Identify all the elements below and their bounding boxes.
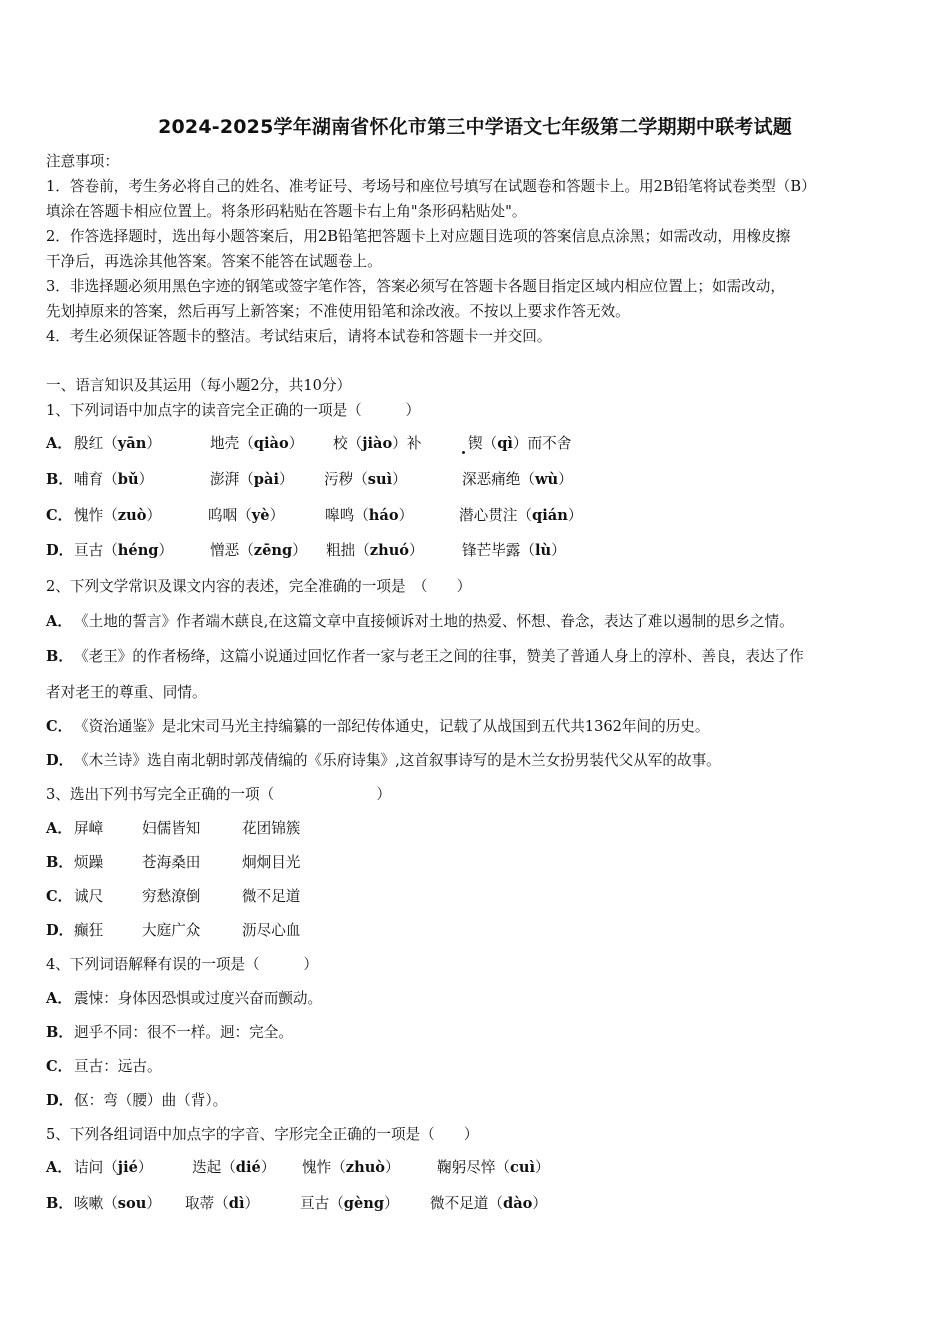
question-stem-4: 4、下列词语解释有误的一项是（ ） [46, 956, 318, 973]
option-text: 《老王》的作者杨绛，这篇小说通过回忆作者一家与老王之间的往事，赞美了普通人身上的淳朴、善良，表达了作 [74, 648, 804, 665]
option-3d [46, 921, 300, 941]
option-word: 深恶痛绝（wù） [462, 471, 573, 488]
notice-heading: 注意事项： [46, 153, 119, 170]
option-2c [46, 717, 710, 737]
option-word: 地壳（qiào） [210, 435, 304, 452]
option-word: 污秽（suì） [324, 471, 407, 488]
option-label: D． [46, 752, 74, 769]
option-label: C． [46, 1058, 73, 1075]
question-stem-2: 2、下列文学常识及课文内容的表述，完全准确的一项是 （ ） [46, 578, 472, 595]
option-word: 大庭广众 [142, 922, 201, 939]
option-word: 哺育（bǔ） [74, 471, 154, 488]
option-label: A． [46, 820, 72, 837]
option-word: 憎恶（zēng） [210, 542, 307, 559]
option-word: 愧怍（zhuò） [302, 1159, 400, 1176]
option-2a [46, 612, 794, 632]
option-text: 亘古：远古。 [74, 1058, 162, 1075]
option-word: 炯炯目光 [242, 854, 301, 871]
option-text: 伛：弯（腰）曲（背）。 [74, 1092, 228, 1109]
option-word: 花团锦簇 [242, 820, 301, 837]
option-3b [46, 853, 300, 873]
option-text: 《土地的誓言》作者端木蕻良,在这篇文章中直接倾诉对土地的热爱、怀想、眷念，表达了难以遏制的思乡之情。 [74, 613, 794, 630]
option-word: 诘问（jié） [74, 1159, 153, 1176]
option-3a [46, 819, 300, 839]
option-label: B． [46, 471, 73, 488]
option-word: 微不足道（dào） [430, 1195, 547, 1212]
option-1d [46, 541, 566, 561]
option-label: A． [46, 613, 72, 630]
option-word: 癫狂 [74, 922, 104, 939]
option-1b [46, 470, 573, 490]
option-word: 妇儒皆知 [142, 820, 201, 837]
option-word: 咳嗽（sou） [74, 1195, 161, 1212]
option-2b [46, 647, 804, 667]
option-2d [46, 751, 721, 771]
emphasis-dot [462, 451, 465, 454]
notice-line: 干净后，再选涂其他答案。答案不能答在试题卷上。 [46, 253, 382, 270]
option-word: 愧怍（zuò） [74, 507, 162, 524]
option-word: 微不足道 [242, 888, 301, 905]
option-4c [46, 1057, 162, 1077]
option-text: 《木兰诗》选自南北朝时郭茂倩编的《乐府诗集》,这首叙事诗写的是木兰女扮男装代父从军的故事。 [74, 752, 721, 769]
question-stem-3: 3、选出下列书写完全正确的一项（ ） [46, 786, 391, 803]
option-word: 呜咽（yè） [208, 507, 285, 524]
option-word: 穷愁潦倒 [142, 888, 201, 905]
notice-line: 填涂在答题卡相应位置上。将条形码粘贴在答题卡右上角"条形码粘贴处"。 [46, 203, 527, 220]
option-label: D． [46, 1092, 74, 1109]
page-title: 2024-2025学年湖南省怀化市第三中学语文七年级第二学期期中联考试题 [158, 116, 792, 138]
option-label: B． [46, 1195, 73, 1212]
option-word: 澎湃（pài） [210, 471, 294, 488]
option-label: C． [46, 507, 73, 524]
option-label: B． [46, 854, 73, 871]
option-word: 粗拙（zhuó） [326, 542, 424, 559]
option-word: 迭起（dié） [192, 1159, 276, 1176]
option-label: B． [46, 1024, 73, 1041]
notice-line: 2．作答选择题时，选出每小题答案后，用2B铅笔把答题卡上对应题目选项的答案信息点涂黑；如需改动，用橡皮擦 [46, 228, 791, 245]
option-label: C． [46, 718, 73, 735]
option-label: B． [46, 648, 73, 665]
option-label: A． [46, 1159, 72, 1176]
option-word: 苍海桑田 [142, 854, 201, 871]
option-1a [46, 434, 571, 454]
option-text: 震悚：身体因恐惧或过度兴奋而颤动。 [74, 990, 323, 1007]
option-text: 《资治通鉴》是北宋司马光主持编纂的一部纪传体通史，记载了从战国到五代共1362年间的历史。 [74, 718, 710, 735]
option-label: D． [46, 542, 74, 559]
notice-line: 3．非选择题必须用黑色字迹的钢笔或签字笔作答，答案必须写在答题卡各题目指定区域内相应位置上；如需改动， [46, 278, 785, 295]
option-label: A． [46, 435, 72, 452]
option-word: 烦躁 [74, 854, 104, 871]
option-5b [46, 1194, 547, 1214]
option-word: 校（jiào）补 [333, 435, 422, 452]
option-3c [46, 887, 300, 907]
notice-line: 1．答卷前，考生务必将自己的姓名、准考证号、考场号和座位号填写在试题卷和答题卡上。用2B铅笔将试卷类型（B） [46, 178, 816, 195]
notice-line: 先划掉原来的答案，然后再写上新答案；不准使用铅笔和涂改液。不按以上要求作答无效。 [46, 303, 630, 320]
question-stem-5: 5、下列各组词语中加点字的字音、字形完全正确的一项是（ ） [46, 1126, 479, 1143]
option-2b-continued: 者对老王的尊重、同情。 [46, 684, 207, 701]
option-text: 迥乎不同：很不一样。迥：完全。 [74, 1024, 293, 1041]
option-word: 鞠躬尽悴（cuì） [437, 1159, 550, 1176]
option-label: C． [46, 888, 73, 905]
option-word: 锲（qì）而不舍 [468, 435, 572, 452]
option-label: A． [46, 990, 72, 1007]
option-4d [46, 1091, 227, 1111]
option-word: 殷红（yān） [74, 435, 161, 452]
option-5a [46, 1158, 550, 1178]
section-heading: 一、语言知识及其运用（每小题2分，共10分） [46, 377, 352, 394]
option-word: 亘古（héng） [74, 542, 174, 559]
option-word: 潜心贯注（qián） [459, 507, 583, 524]
option-word: 诚尺 [74, 888, 104, 905]
option-word: 沥尽心血 [242, 922, 301, 939]
option-word: 锋芒毕露（lù） [462, 542, 566, 559]
option-word: 嗥鸣（háo） [325, 507, 414, 524]
option-1c [46, 506, 582, 526]
option-word: 亘古（gèng） [300, 1195, 399, 1212]
notice-line: 4．考生必须保证答题卡的整洁。考试结束后，请将本试卷和答题卡一并交回。 [46, 328, 552, 345]
option-label: D． [46, 922, 74, 939]
option-word: 取蒂（dì） [185, 1195, 260, 1212]
option-4a [46, 989, 322, 1009]
option-4b [46, 1023, 293, 1043]
option-word: 屏嶂 [74, 820, 104, 837]
question-stem-1: 1、下列词语中加点字的读音完全正确的一项是（ ） [46, 402, 421, 419]
